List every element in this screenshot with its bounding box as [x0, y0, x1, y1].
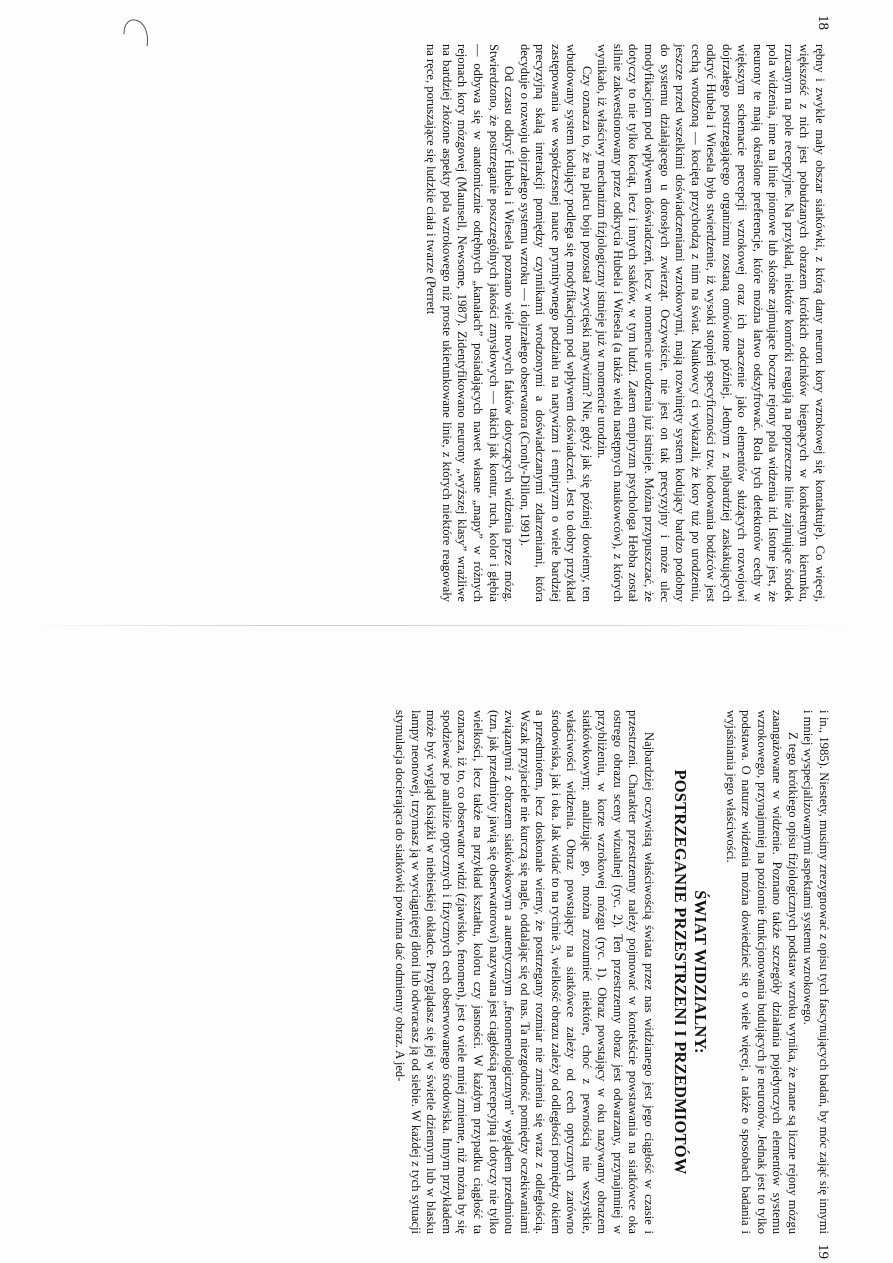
left-paragraph-1: rębny i zwykle mały obszar siatkówki, z którą dany neuron kory wzrokowej się kontaktuje). Co więcej, większość z nich jest pobudzanych obrazem krótkich odcinków biegnących w konkretnym kierunku, rzucanym na pole recepcyjne. Na przykład, niektóre komórki reagują na poprzeczne linie zajmujące środek pola widzenia, inne na linie pionowe lub skośne zajmujące boczne rejony pola widzenia itd. Istotne jest, że neurony te mają określone preferencje, które można łatwo odszyfrować. Rola tych detektorów cechy w większym schemacie percepcji wzrokowej oraz ich znaczenie jako elementów służących rozwojowi dojrzałego postrzegającego organizmu zostaną omówione później. Jednym z najbardziej zaskakujących odkryć Hubela i Wiesela było stwierdzenie, iż wysoki stopień specyficzności tzw. kodowania bodźców jest cechą wrodzoną — kocięta przychodzą z nim na świat. Naukowcy ci wykazali, że kory tuż po urodzeniu, jeszcze przed wszelkimi doświadczeniami wzrokowymi, mają rozwinięty system kodujący bardzo podobny do systemu działającego u dorosłych zwierząt. Oczywiście, nie jest on tak precyzyjny i może ulec modyfikacjom pod wpływem doświadczeń, lecz w momencie urodzenia już istnieje. Można przypuszczać, że dotyczy to nie tylko kociąt, lecz i innych ssaków, w tym ludzi. Zatem empiryzm psychologa Hebba został silnie zakwestionowany przez odkrycia Hubela i Wiesela (a także wielu następnych naukowców), z których wynikało, iż właściwy mechanizm fizjologiczny istnieje już w momencie urodzin.: [595, 44, 827, 602]
page-number-right: 19: [815, 1244, 831, 1259]
left-page-body: [423, 44, 827, 602]
right-paragraph-2: Z tego krótkiego opisu fizjologicznych podstaw wzroku wynika, że znane są liczne rejony mózgu zaangażowane w widzenie. Poznano także szczegóły działania pojedynczych elementów systemu wzrokowego, przynajmniej na poziomie funkcjonowania budujących je neuronów. Jednak jest to tylko podstawa. O naturze widzenia można dowiedzieć się o wiele więcej, a także o sposobach badania i wyjaśniania jego właściwości.: [723, 710, 800, 1234]
right-paragraph-1: i in., 1985). Niestety, musimy zrezygnować z opisu tych fascynujących badań, by móc zająć się innymi i mniej wyspecjalizowanymi aspektami systemu wzrokowego.: [801, 710, 831, 1234]
right-page: [0, 632, 893, 1263]
right-page-intro: [722, 710, 831, 1234]
page-number-left: 18: [815, 15, 831, 30]
section-heading-line-1: ŚWIAT WIDZIALNY:: [691, 890, 710, 1054]
right-paragraph-3: Najbardziej oczywistą właściwością świata przez nas widzianego jest jego ciągłość w czasie i przestrzeni. Charakter przestrzenny należy pojmować w kontekście powstawania na siatkówce oka ostrego obrazu sceny wizualnej (ryc. 2). Ten przestrzenny obraz jest odwarzany, przynajmniej w przybliżeniu, w korze wzrokowej mózgu (ryc. 1). Obraz powstający w oku nazywamy obrazem siatkówkowym; analizując go, można zrozumieć niektóre, choć z pewnością nie wszystkie, właściwości widzenia. Obraz powstający na siatkówce zależy od cech optycznych zarówno środowiska, jak i oka. Jak widać to na rycinie 3, wielkość obrazu zależy od odległości pomiędzy okiem a przedmiotem, lecz doskonale wiemy, że postrzegany rozmiar nie zmienia się wraz z odległością. Wszak przyjaciele nie kurczą się nagle, oddalając się od nas. Ta niezgodność pomiędzy oczekiwaniami związanymi z obrazem siatkówkowym a autentycznym „fenomenologicznym” wyglądem przedmiotu (tzn. jak przedmioty jawią się obserwatorowi) nazywana jest ciągłością percepcyjną i dotyczy nie tylko wielkości, lecz także na przykład kształtu, koloru czy jasności. W każdym przypadku ciągłość ta oznacza, iż to, co obserwator widzi (zjawisko, fenomen), jest o wiele mniej zmienne, niż można by się spodziewać po analizie optycznych i fizycznych cech obserwowanego środowiska. Innym przykładem może być wygląd książki w niebieskiej okładce. Przyglądasz się jej w świetle dziennym lub w blasku lampy neonowej, trzymasz ją w wyciągniętej dłoni lub odwracasz ją od siebie. W każdej z tych sytuacji stymulacja docierająca do siatkówki powinna dać odmienny obraz. A jed-: [393, 710, 656, 1234]
left-paragraph-3: Od czasu odkryć Hubela i Wiesela poznano wiele nowych faktów dotyczących widzenia przez mózg. Stwierdzono, że postrzeganie poszczególnych jakości zmysłowych — takich jak kontur, ruch, kolor i głębia — odbywa się w anatomicznie odrębnych „kanałach” posiadających nawet własne „mapy” w różnych rejonach kory mózgowej (Maunsell, Newsome, 1987). Zidentyfikowano neurony „wyższej klasy” wrażliwe na bardziej złożone aspekty pola wzrokowego niż proste ukierunkowane linie, z których niektóre reagowały na ręce, poruszające się ludzkie ciała i twarze (Perrett: [424, 44, 517, 602]
pencil-mark-icon: [121, 12, 151, 52]
book-gutter: [13, 625, 873, 626]
right-page-body: [392, 710, 656, 1234]
left-page: [0, 0, 893, 631]
section-heading-line-2: POSTRZEGANIE PRZESTRZENI I PRZEDMIOTÓW: [671, 769, 690, 1175]
left-paragraph-2: Czy oznacza to, że na placu boju pozostał zwycięski natywizm? Nie, gdyż jak się później dowiemy, ten wbudowany system kodujący podlega się modyfikacjom pod wpływem doświadczeń. Jest to dobry przykład zastępowania we współczesnej nauce prymitywnego podziału na natywizm i empiryzm o wiele bardziej precyzyjną skalą interakcji pomiędzy czynnikami wrodzonymi a doświadczanymi zdarzeniami, która decyduje o rozwoju dojrzałego systemu wzroku — i dojrzałego obserwatora (Cronly-Dillon, 1991).: [517, 44, 594, 602]
